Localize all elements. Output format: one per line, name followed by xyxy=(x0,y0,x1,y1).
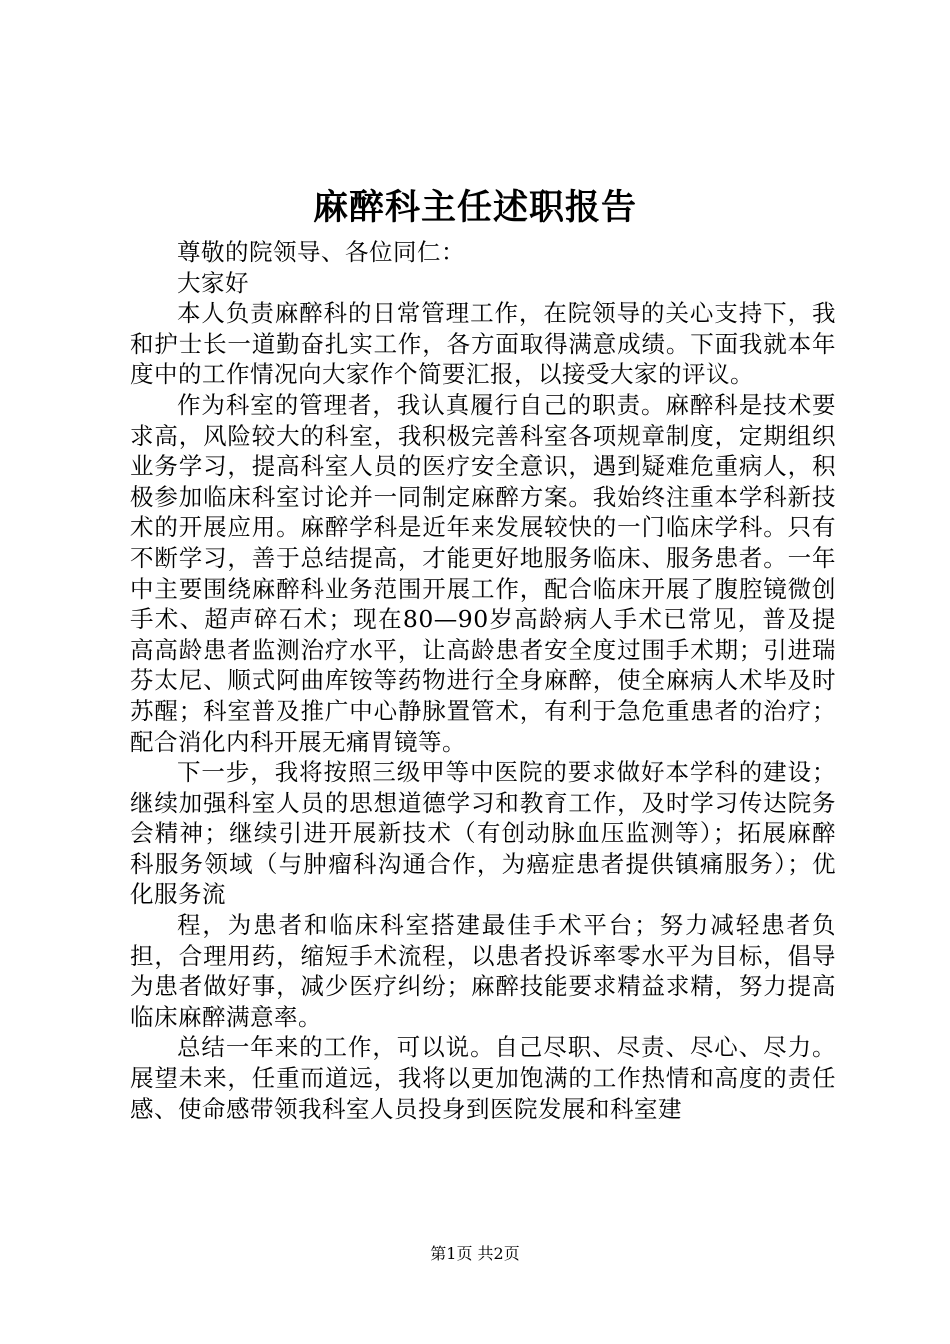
document-body xyxy=(130,237,836,1124)
body-paragraph: 总结一年来的工作，可以说。自己尽职、尽责、尽心、尽力。展望未来，任重而道远，我将以更加饱满的工作热情和高度的责任感、使命感带领我科室人员投身到医院发展和科室建 xyxy=(130,1033,836,1123)
salutation: 尊敬的院领导、各位同仁： xyxy=(177,238,465,266)
page-footer: 第1页 共2页 xyxy=(430,1244,520,1263)
body-paragraph: 本人负责麻醉科的日常管理工作，在院领导的关心支持下，我和护士长一道勤奋扎实工作，各方面取得满意成绩。下面我就本年度中的工作情况向大家作个简要汇报，以接受大家的评议。 xyxy=(130,299,836,389)
body-paragraph: 下一步，我将按照三级甲等中医院的要求做好本学科的建设；继续加强科室人员的思想道德学习和教育工作，及时学习传达院务会精神；继续引进开展新技术（有创动脉血压监测等）；拓展麻醉科服务领域（与肿瘤科沟通合作，为癌症患者提供镇痛服务）；优化服务流 xyxy=(130,758,836,909)
body-paragraph: 程，为患者和临床科室搭建最佳手术平台；努力减轻患者负担，合理用药，缩短手术流程，以患者投诉率零水平为目标，倡导为患者做好事，减少医疗纠纷；麻醉技能要求精益求精，努力提高临床麻醉满意率。 xyxy=(130,911,836,1031)
body-paragraph: 作为科室的管理者，我认真履行自己的职责。麻醉科是技术要求高，风险较大的科室，我积极完善科室各项规章制度，定期组织业务学习，提高科室人员的医疗安全意识，遇到疑难危重病人，积极参加临床科室讨论并一同制定麻醉方案。我始终注重本学科新技术的开展应用。麻醉学科是近年来发展较快的一门临床学科。只有不断学习，善于总结提高，才能更好地服务临床、服务患者。一年中主要围绕麻醉科业务范围开展工作，配合临床开展了腹腔镜微创手术、超声碎石术；现在80—90岁高龄病人手术已常见，普及提高高龄患者监测治疗水平，让高龄患者安全度过围手术期；引进瑞芬太尼、顺式阿曲库铵等药物进行全身麻醉，使全麻病人术毕及时苏醒；科室普及推广中心静脉置管术，有利于急危重患者的治疗；配合消化内科开展无痛胃镜等。 xyxy=(130,390,836,756)
greeting: 大家好 xyxy=(177,268,249,297)
document-title: 麻醉科主任述职报告 xyxy=(312,187,637,228)
